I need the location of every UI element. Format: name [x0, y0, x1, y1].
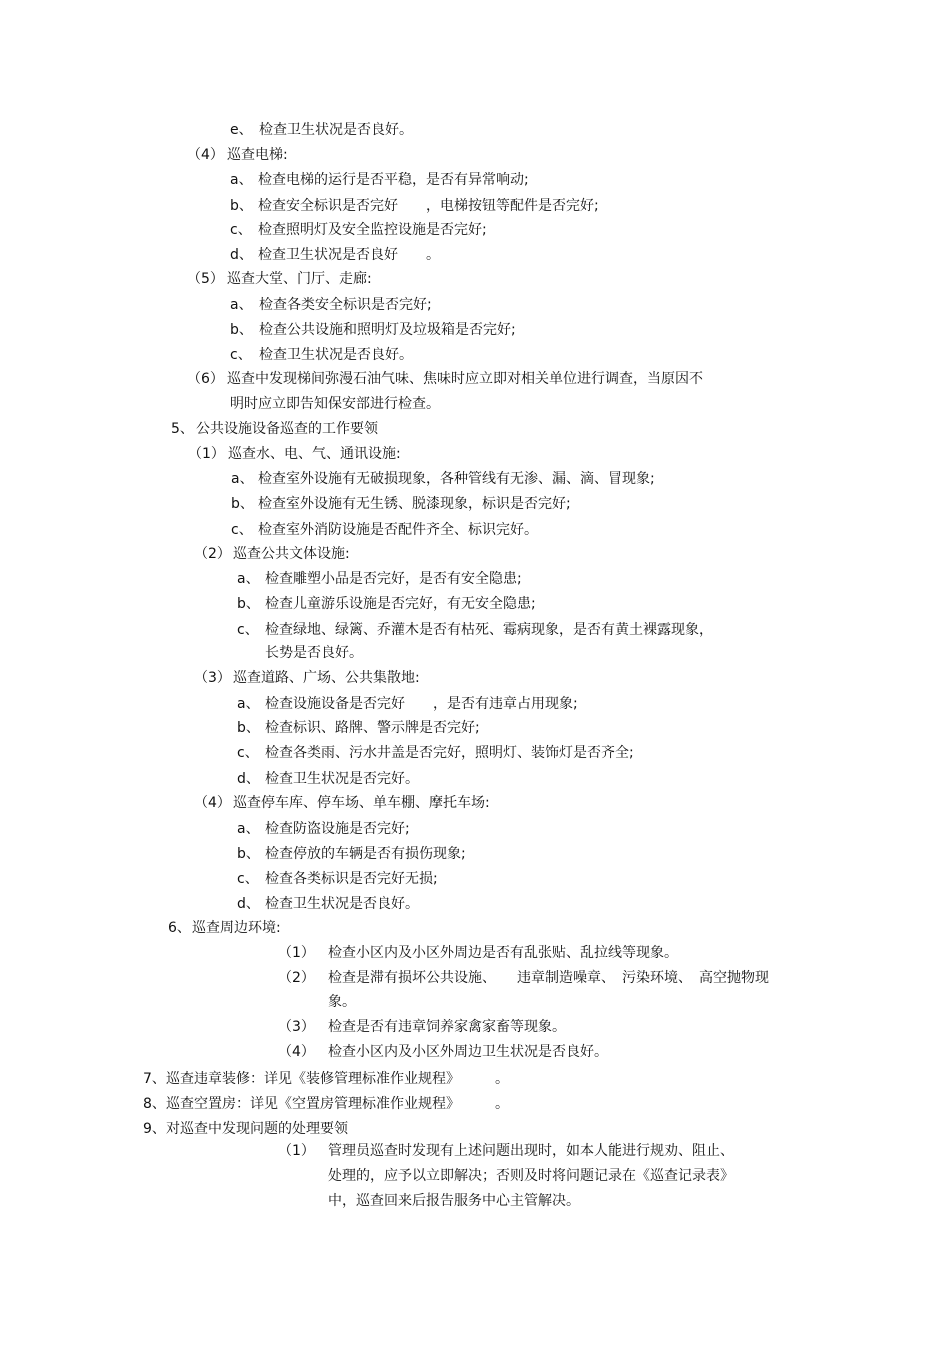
list-marker: b、 — [231, 496, 254, 512]
list-marker: c、 — [237, 622, 259, 638]
subsection-heading: 巡查道路、广场、公共集散地: — [233, 670, 420, 686]
list-marker: a、 — [237, 696, 260, 712]
section-marker: 9、 — [143, 1121, 166, 1137]
list-item: 管理员巡查时发现有上述问题出现时，如本人能进行规劝、阻止、 — [328, 1143, 734, 1159]
subsection-marker: （2） — [194, 546, 231, 562]
list-item: 检查卫生状况是否完好。 — [265, 771, 419, 787]
list-item: 检查卫生状况是否良好。 — [259, 347, 413, 363]
list-marker: c、 — [237, 745, 259, 761]
list-item: 检查各类雨、污水井盖是否完好，照明灯、装饰灯是否齐全; — [265, 745, 634, 761]
list-marker: d、 — [237, 896, 260, 912]
list-marker: c、 — [230, 222, 252, 238]
subsection-marker: （5） — [187, 271, 224, 287]
list-marker: （4） — [278, 1044, 315, 1060]
continuation-line: 明时应立即告知保安部进行检查。 — [230, 396, 440, 412]
subsection-heading: 巡查公共文体设施: — [233, 546, 350, 562]
continuation-line: 处理的，应予以立即解决；否则及时将问题记录在《巡查记录表》 — [328, 1168, 734, 1184]
list-marker: （2） — [278, 970, 315, 986]
continuation-line: 象。 — [328, 994, 356, 1010]
list-marker: （1） — [278, 945, 315, 961]
list-item: 检查各类标识是否完好无损; — [265, 871, 438, 887]
section-heading: 巡查周边环境: — [192, 920, 281, 936]
section-marker: 7、 — [143, 1071, 166, 1087]
section-marker: 6、 — [168, 920, 191, 936]
subsection-marker: （6） — [187, 371, 224, 387]
list-item: 检查标识、路牌、警示牌是否完好; — [265, 720, 480, 736]
section-marker: 8、 — [143, 1096, 166, 1112]
list-marker: a、 — [230, 297, 253, 313]
subsection-marker: （3） — [194, 670, 231, 686]
subsection-heading: 巡查水、电、气、通讯设施: — [228, 446, 401, 462]
list-item: 检查照明灯及安全监控设施是否完好; — [258, 222, 487, 238]
list-item: 检查小区内及小区外周边卫生状况是否良好。 — [328, 1044, 608, 1060]
list-marker: a、 — [237, 821, 260, 837]
subsection-marker: （4） — [194, 795, 231, 811]
section-heading: 对巡查中发现问题的处理要领 — [166, 1121, 348, 1137]
subsection-heading: 巡查电梯: — [227, 147, 288, 163]
list-item: 检查各类安全标识是否完好; — [259, 297, 432, 313]
list-item: 检查卫生状况是否良好 。 — [258, 247, 440, 263]
list-marker: d、 — [237, 771, 260, 787]
list-item: 检查设施设备是否完好 ，是否有违章占用现象; — [265, 696, 578, 712]
list-item: 检查儿童游乐设施是否完好，有无安全隐患; — [265, 596, 536, 612]
list-marker: b、 — [237, 720, 260, 736]
list-marker: a、 — [231, 471, 254, 487]
section-heading: 公共设施设备巡查的工作要领 — [196, 421, 378, 437]
list-marker: c、 — [230, 347, 252, 363]
section-marker: 5、 — [171, 421, 194, 437]
list-item: 检查雕塑小品是否完好，是否有安全隐患; — [265, 571, 522, 587]
subsection-heading: 巡查大堂、门厅、走廊: — [227, 271, 372, 287]
list-item: 检查卫生状况是否良好。 — [265, 896, 419, 912]
section-heading: 巡查空置房：详见《空置房管理标准作业规程》 。 — [166, 1096, 509, 1112]
list-marker: b、 — [230, 198, 253, 214]
subsection-heading: 巡查停车库、停车场、单车棚、摩托车场: — [233, 795, 490, 811]
subsection-heading: 巡查中发现梯间弥漫石油气味、焦味时应立即对相关单位进行调查，当原因不 — [227, 371, 703, 387]
list-item: 检查是否有违章饲养家禽家畜等现象。 — [328, 1019, 566, 1035]
list-item: 检查绿地、绿篱、乔灌木是否有枯死、霉病现象，是否有黄土裸露现象， — [265, 622, 713, 638]
list-item: 检查室外设施有无生锈、脱漆现象，标识是否完好; — [258, 496, 571, 512]
subsection-marker: （4） — [187, 147, 224, 163]
list-marker: e、 — [230, 122, 253, 138]
section-heading: 巡查违章装修：详见《装修管理标准作业规程》 。 — [166, 1071, 509, 1087]
list-marker: b、 — [230, 322, 253, 338]
list-marker: a、 — [237, 571, 260, 587]
list-marker: （3） — [278, 1019, 315, 1035]
list-item: 检查卫生状况是否良好。 — [259, 122, 413, 138]
list-marker: d、 — [230, 247, 253, 263]
list-item: 检查公共设施和照明灯及垃圾箱是否完好; — [259, 322, 516, 338]
list-marker: a、 — [230, 172, 253, 188]
list-marker: c、 — [231, 522, 253, 538]
list-item: 检查安全标识是否完好 ，电梯按钮等配件是否完好; — [258, 198, 599, 214]
list-item: 检查停放的车辆是否有损伤现象; — [265, 846, 466, 862]
continuation-line: 中，巡查回来后报告服务中心主管解决。 — [328, 1193, 580, 1209]
list-marker: （1） — [278, 1143, 315, 1159]
list-item: 检查防盗设施是否完好; — [265, 821, 410, 837]
list-item: 检查是滞有损坏公共设施、 违章制造噪章、 污染环境、 高空抛物现 — [328, 970, 769, 986]
list-item: 检查小区内及小区外周边是否有乱张贴、乱拉线等现象。 — [328, 945, 678, 961]
list-marker: b、 — [237, 596, 260, 612]
list-item: 检查室外消防设施是否配件齐全、标识完好。 — [258, 522, 538, 538]
list-marker: c、 — [237, 871, 259, 887]
list-item: 检查电梯的运行是否平稳，是否有异常响动; — [258, 172, 529, 188]
list-item: 检查室外设施有无破损现象，各种管线有无渗、漏、滴、冒现象; — [258, 471, 655, 487]
list-marker: b、 — [237, 846, 260, 862]
subsection-marker: （1） — [188, 446, 225, 462]
continuation-line: 长势是否良好。 — [265, 645, 363, 661]
